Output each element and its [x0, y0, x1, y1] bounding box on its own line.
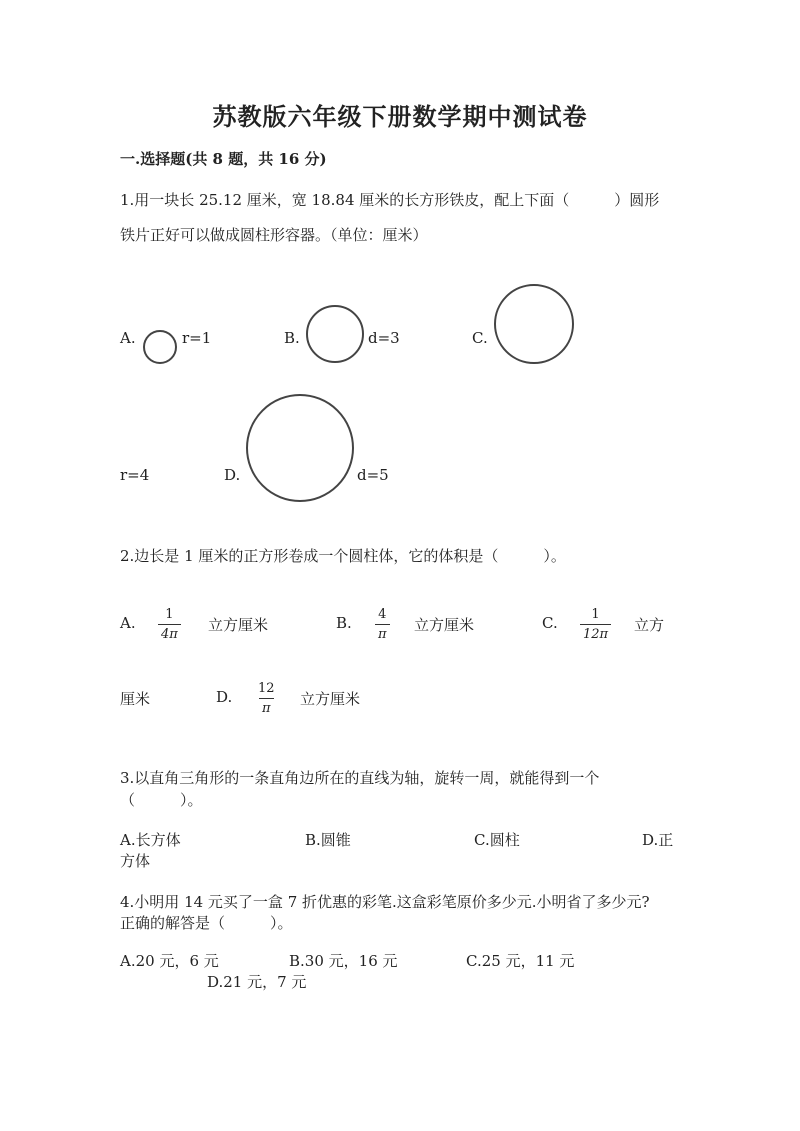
q1-option-c-label[interactable]: C. [472, 329, 488, 347]
q2-option-c-label[interactable]: C. [542, 614, 558, 632]
q2-option-c-denominator: 12π [580, 624, 611, 642]
q3-option-d[interactable]: D.正 [642, 831, 674, 849]
q1-option-a-measure: r=1 [182, 329, 212, 347]
q1-option-a-circle [143, 330, 179, 366]
q3-option-d-continued: 方体 [120, 852, 151, 870]
page-title: 苏教版六年级下册数学期中测试卷 [212, 102, 588, 131]
section-heading: 一.选择题(共 8 题，共 16 分) [120, 150, 327, 168]
q1-line1: 1.用一块长 25.12 厘米，宽 18.84 厘米的长方形铁皮，配上下面（ ）圆形 [120, 191, 660, 209]
q1-option-d-measure: d=5 [357, 466, 389, 484]
q2-option-b-numerator: 4 [378, 607, 387, 622]
q2-option-a-fraction [158, 607, 181, 642]
q2-option-d-label[interactable]: D. [216, 688, 233, 706]
q1-option-b-circle [306, 305, 366, 365]
q3-option-b[interactable]: B.圆锥 [305, 831, 351, 849]
q2-option-b-label[interactable]: B. [336, 614, 352, 632]
q4-line2: 正确的解答是（ ）。 [120, 914, 293, 932]
q4-option-c[interactable]: C.25 元，11 元 [466, 952, 575, 970]
q1-option-b-measure: d=3 [368, 329, 400, 347]
q1-option-a-label[interactable]: A. [120, 329, 136, 347]
q2-option-b-unit: 立方厘米 [414, 616, 475, 634]
q2-option-d-unit: 立方厘米 [300, 690, 361, 708]
q2-option-c-unit-part2: 厘米 [120, 690, 151, 708]
q4-line1: 4.小明用 14 元买了一盒 7 折优惠的彩笔.这盒彩笔原价多少元.小明省了多少元? [120, 893, 650, 911]
q2-option-b-fraction [375, 607, 390, 642]
q2-option-d-fraction [255, 681, 278, 716]
q1-option-c-measure: r=4 [120, 466, 150, 484]
q2-option-c-numerator: 1 [591, 607, 600, 622]
q1-line2: 铁片正好可以做成圆柱形容器。（单位：厘米） [120, 226, 428, 244]
q3-option-a[interactable]: A.长方体 [120, 831, 181, 849]
q2-option-b-denominator: π [375, 624, 390, 642]
q3-option-c[interactable]: C.圆柱 [474, 831, 520, 849]
q2-option-a-label[interactable]: A. [120, 614, 136, 632]
q3-line1: 3.以直角三角形的一条直角边所在的直线为轴，旋转一周，就能得到一个 [120, 769, 600, 787]
q2-option-a-denominator: 4π [158, 624, 181, 642]
q2-option-c-unit-part1: 立方 [634, 616, 665, 634]
q4-option-a[interactable]: A.20 元，6 元 [120, 952, 219, 970]
q2-option-d-denominator: π [259, 698, 274, 716]
q2-text: 2.边长是 1 厘米的正方形卷成一个圆柱体，它的体积是（ ）。 [120, 547, 566, 565]
q1-option-b-label[interactable]: B. [284, 329, 300, 347]
q2-option-c-fraction [580, 607, 611, 642]
q1-option-d-label[interactable]: D. [224, 466, 241, 484]
q4-option-d[interactable]: D.21 元，7 元 [207, 973, 307, 991]
q1-option-c-circle [494, 284, 576, 366]
q3-line2: （ ）。 [120, 791, 203, 809]
q2-option-a-numerator: 1 [165, 607, 174, 622]
q2-option-d-numerator: 12 [258, 681, 275, 696]
q2-option-a-unit: 立方厘米 [208, 616, 269, 634]
q4-option-b[interactable]: B.30 元，16 元 [289, 952, 398, 970]
q1-option-d-circle [246, 394, 356, 504]
